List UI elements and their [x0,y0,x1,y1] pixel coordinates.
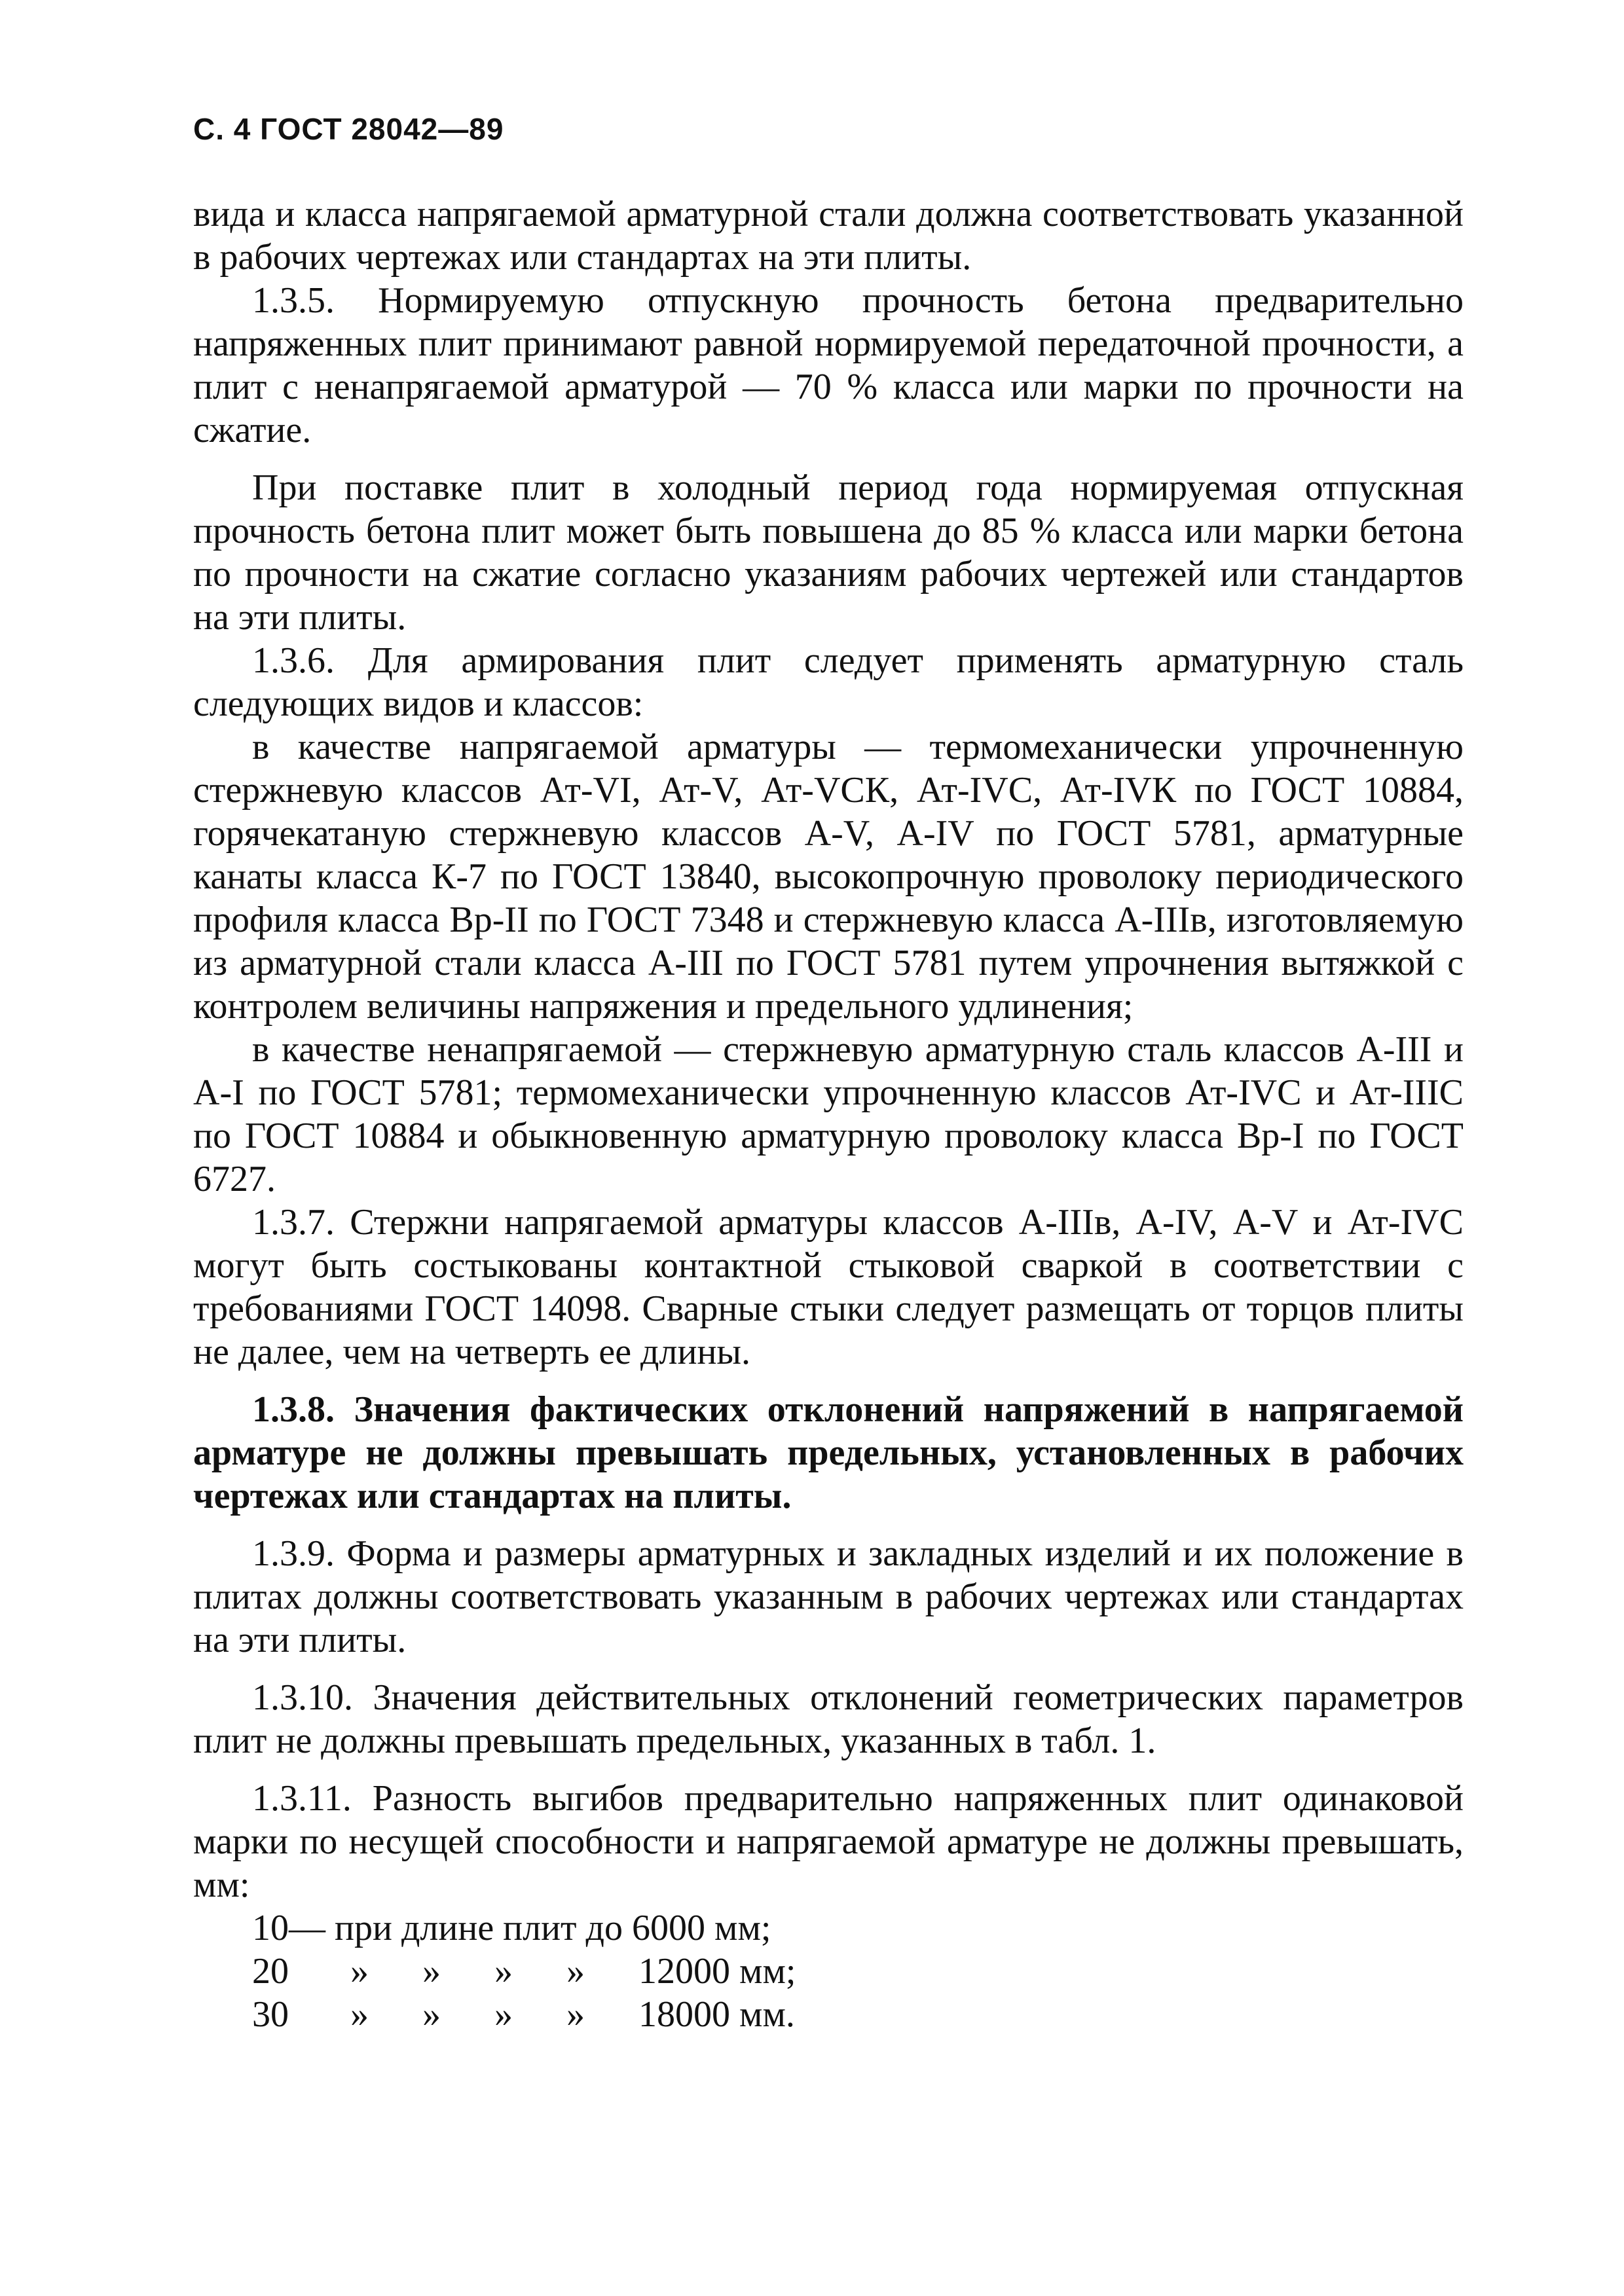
paragraph-cold-period: При поставке плит в холодный период года нормируемая отпускная прочность бетона плит может быть повышена до 85 % класса или марки бетона по прочности на сжатие согласно указаниям рабочих чертежей или стандартов на эти плиты. [193,467,1464,638]
paragraph-1-3-5: 1.3.5. Нормируемую отпускную прочность бетона предварительно напряженных плит принимают равной нормируемой передаточной прочности, а плит с ненапрягаемой арматурой — 70 % класса или марки по прочности на сжатие. [193,280,1464,450]
paragraph-1-3-11: 1.3.11. Разность выгибов предварительно напряженных плит одинаковой марки по несущей способности и напрягаемой арматуре не должны превышать, мм: [193,1778,1464,1905]
document-page [193,111,1464,2036]
ditto-mark: » [350,1994,369,2035]
paragraph-1-3-10: 1.3.10. Значения действительных отклонений геометрических параметров плит не должны превышать предельных, указанных в табл. 1. [193,1677,1464,1761]
paragraph-prestressed-reinforcement: в качестве напрягаемой арматуры — термомеханически упрочненную стержневую классов Ат-VI, Ат-V, Ат-VCК, Ат-IVC, Ат-IVК по ГОСТ 10884, горячекатаную стержневую классов А-V, А-IV по ГОСТ 5781, арматурные канаты класса К-7 по ГОСТ 13840, высокопрочную проволоку периодического профиля класса Вр-II по ГОСТ 7348 и стержневую класса А-IIIв, изготовляемую из арматурной стали класса А-III по ГОСТ 5781 путем упрочнения вытяжкой с контролем величины напряжения и предельного удлинения; [193,727,1464,1027]
list-item-value: 18000 мм. [638,1994,795,2035]
list-item-number: 30 [252,1994,289,2035]
list-item-value: 12000 мм; [638,1951,796,1992]
paragraph-1-3-6: 1.3.6. Для армирования плит следует применять арматурную сталь следующих видов и классов: [193,640,1464,724]
paragraph-1-3-7: 1.3.7. Стержни напрягаемой арматуры классов А-IIIв, А-IV, А-V и Ат-IVC могут быть состыкованы контактной стыковой сваркой в соответствии с требованиями ГОСТ 14098. Сварные стыки следует размещать от торцов плиты не далее, чем на четверть ее длины. [193,1202,1464,1372]
paragraph-continuation: вида и класса напрягаемой арматурной стали должна соответствовать указанной в рабочих чертежах или стандартах на эти плиты. [193,194,1464,278]
body-text [193,192,1464,1906]
list-item [252,1993,1464,2036]
ditto-mark: » [566,1951,585,1992]
list-item [252,1950,1464,1993]
ditto-mark: » [350,1951,369,1992]
paragraph-non-prestressed-reinforcement: в качестве ненапрягаемой — стержневую арматурную сталь классов А-III и А-I по ГОСТ 5781; термомеханически упрочненную классов Ат-IVC и Ат-IIIC по ГОСТ 10884 и обыкновенную арматурную проволоку класса Вр-I по ГОСТ 6727. [193,1029,1464,1199]
ditto-mark: » [422,1994,441,2035]
ditto-mark: » [494,1994,513,2035]
paragraph-1-3-8: 1.3.8. Значения фактических отклонений напряжений в напрягаемой арматуре не должны превышать предельных, установленных в рабочих чертежах или стандартах на плиты. [193,1389,1464,1516]
list-item [252,1906,1464,1950]
list-item-text: — при длине плит до 6000 мм; [289,1908,771,1948]
ditto-mark: » [494,1951,513,1992]
list-item-number: 10 [252,1908,289,1948]
paragraph-1-3-9: 1.3.9. Форма и размеры арматурных и закладных изделий и их положение в плитах должны соответствовать указанным в рабочих чертежах или стандартах на эти плиты. [193,1533,1464,1660]
page-header: С. 4 ГОСТ 28042—89 [193,112,504,146]
ditto-mark: » [422,1951,441,1992]
list-item-number: 20 [252,1951,289,1992]
ditto-mark: » [566,1994,585,2035]
deflection-list [252,1906,1464,2036]
